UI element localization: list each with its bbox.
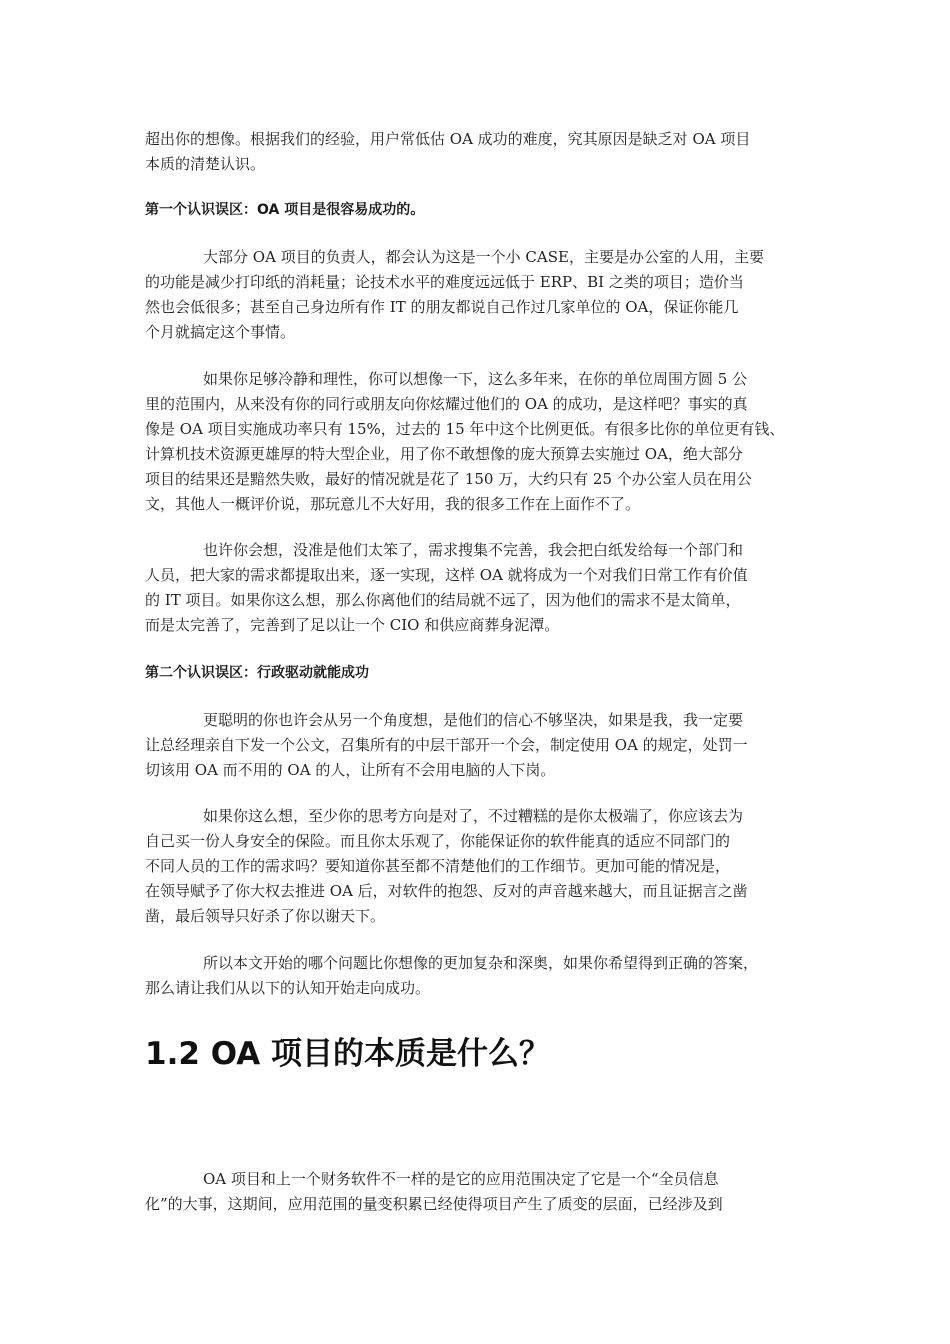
intro-paragraph (145, 127, 825, 177)
section-title-misconception-2: 第二个认识误区：行政驱动就能成功 (145, 665, 369, 681)
text-line: 里的范围内，从来没有你的同行或朋友向你炫耀过他们的 OA 的成功，是这样吧？事实的真 (145, 395, 748, 413)
paragraph-4 (145, 708, 825, 783)
paragraph-1 (145, 245, 825, 345)
text-line: 而是太完善了，完善到了足以让一个 CIO 和供应商葬身泥潭。 (145, 616, 560, 634)
paragraph-6 (145, 951, 825, 1001)
text-line: 然也会低很多；甚至自己身边所有作 IT 的朋友都说自己作过几家单位的 OA，保证你能几 (145, 298, 739, 316)
text-line: 凿，最后领导只好杀了你以谢天下。 (145, 907, 386, 925)
text-line: OA 项目和上一个财务软件不一样的是它的应用范围决定了它是一个“全员信息 (203, 1170, 719, 1188)
text-line: 让总经理亲自下发一个公文，召集所有的中层干部开一个会，制定使用 OA 的规定，处罚一 (145, 736, 748, 754)
text-line: 如果你这么想，至少你的思考方向是对了，不过糟糕的是你太极端了，你应该去为 (203, 807, 744, 825)
text-line: 如果你足够冷静和理性，你可以想像一下，这么多年来，在你的单位周围方圆 5 公 (203, 370, 748, 388)
text-line: 计算机技术资源更雄厚的特大型企业，用了你不敢想像的庞大预算去实施过 OA，绝大部分 (145, 445, 743, 463)
text-line: 那么请让我们从以下的认知开始走向成功。 (145, 979, 431, 997)
text-line: 更聪明的你也许会从另一个角度想，是他们的信心不够坚决，如果是我，我一定要 (203, 711, 744, 729)
text-line: 本质的清楚认识。 (145, 155, 266, 173)
text-line: 的功能是减少打印纸的消耗量；论技术水平的难度远远低于 ERP、BI 之类的项目；造价当 (145, 273, 744, 291)
text-line: 大部分 OA 项目的负责人，都会认为这是一个小 CASE，主要是办公室的人用，主要 (203, 248, 764, 266)
text-line: 切该用 OA 而不用的 OA 的人，让所有不会用电脑的人下岗。 (145, 761, 556, 779)
section-heading-1-2: 1.2 OA 项目的本质是什么？ (145, 1036, 551, 1072)
section-title-misconception-1: 第一个认识误区：OA 项目是很容易成功的。 (145, 202, 425, 218)
text-line: 文，其他人一概评价说，那玩意儿不大好用，我的很多工作在上面作不了。 (145, 495, 641, 513)
paragraph-3 (145, 538, 825, 638)
text-line: 在领导赋予了你大权去推进 OA 后，对软件的抱怨、反对的声音越来越大，而且证据言之凿 (145, 882, 748, 900)
text-line: 不同人员的工作的需求吗？要知道你甚至都不清楚他们的工作细节。更加可能的情况是， (145, 857, 731, 875)
paragraph-7 (145, 1167, 825, 1217)
text-line: 所以本文开始的哪个问题比你想像的更加复杂和深奥，如果你希望得到正确的答案， (203, 954, 759, 972)
text-line: 超出你的想像。根据我们的经验，用户常低估 OA 成功的难度，究其原因是缺乏对 OA 项目 (145, 130, 751, 148)
text-line: 化”的大事，这期间，应用范围的量变积累已经使得项目产生了质变的层面，已经涉及到 (145, 1195, 723, 1213)
text-line: 也许你会想，没准是他们太笨了，需求搜集不完善，我会把白纸发给每一个部门和 (203, 541, 744, 559)
text-line: 项目的结果还是黯然失败，最好的情况就是花了 150 万，大约只有 25 个办公室人员在用公 (145, 470, 752, 488)
text-line: 的 IT 项目。如果你这么想，那么你离他们的结局就不远了，因为他们的需求不是太简单， (145, 591, 741, 609)
text-line: 像是 OA 项目实施成功率只有 15%，过去的 15 年中这个比例更低。有很多比你的单位更有钱、 (145, 420, 785, 438)
paragraph-2 (145, 367, 825, 517)
text-line: 人员，把大家的需求都提取出来，逐一实现，这样 OA 就将成为一个对我们日常工作有价值 (145, 566, 748, 584)
text-line: 自己买一份人身安全的保险。而且你太乐观了，你能保证你的软件能真的适应不同部门的 (145, 832, 731, 850)
text-line: 个月就搞定这个事情。 (145, 323, 296, 341)
paragraph-5 (145, 804, 825, 929)
